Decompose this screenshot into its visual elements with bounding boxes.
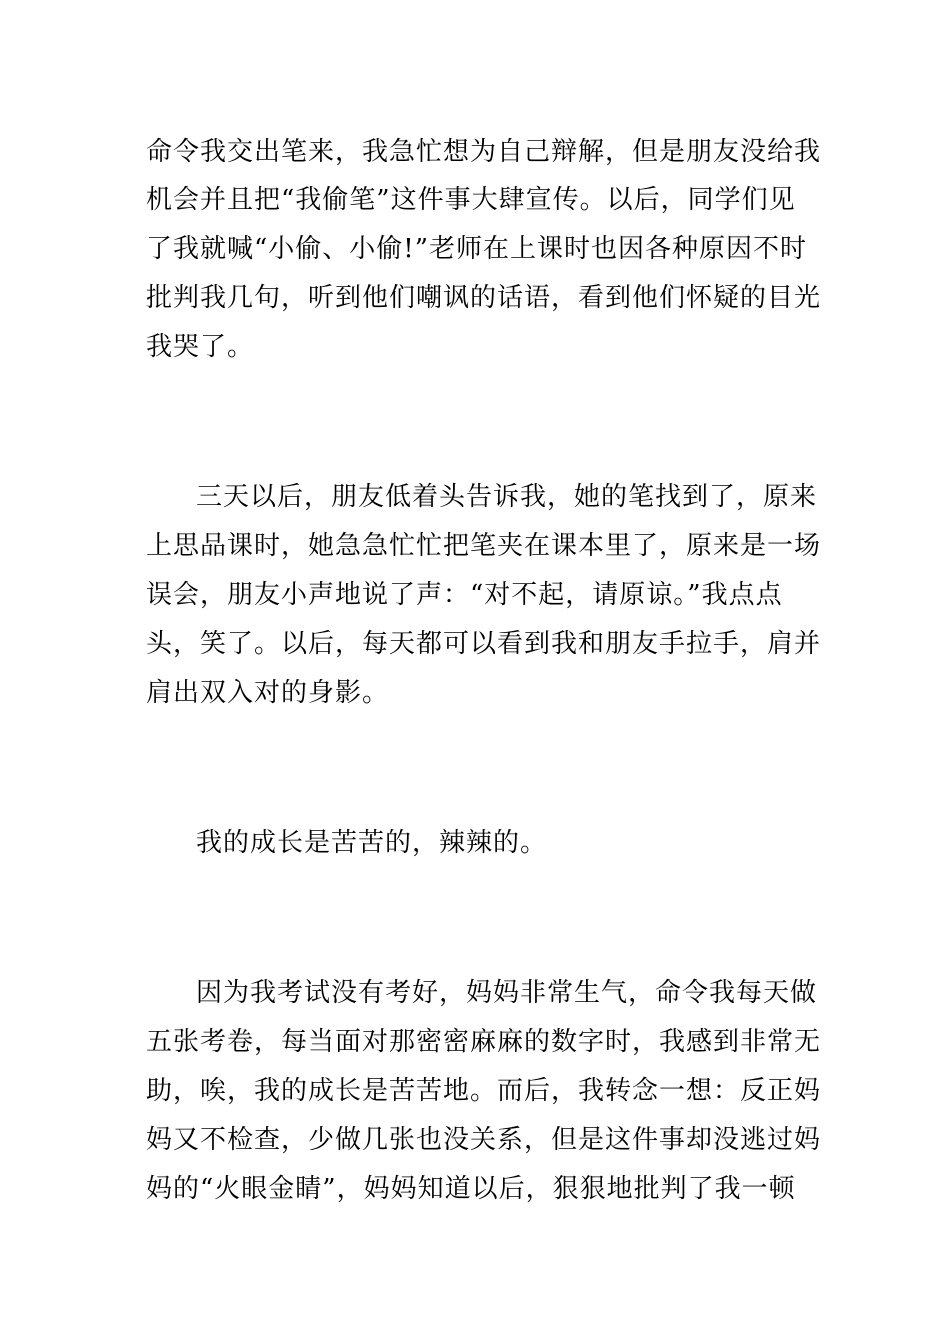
text-line: 妈又不检查，少做几张也没关系，但是这件事却没逃过妈 — [146, 1125, 822, 1155]
text-line: 妈的“火眼金睛”，妈妈知道以后，狠狠地批判了我一顿 — [146, 1174, 796, 1204]
text-line: 我哭了。 — [146, 332, 255, 362]
text-line: 头，笑了。以后，每天都可以看到我和朋友手拉手，肩并 — [146, 629, 822, 659]
text-line: 上思品课时，她急急忙忙把笔夹在课本里了，原来是一场 — [146, 531, 822, 561]
text-line: 我的成长是苦苦的，辣辣的。 — [196, 828, 548, 858]
text-line: 批判我几句，听到他们嘲讽的话语，看到他们怀疑的目光 — [146, 283, 822, 313]
text-line: 肩出双入对的身影。 — [146, 678, 390, 708]
text-line: 了我就喊“小偷、小偷!”老师在上课时也因各种原因不时 — [146, 234, 808, 264]
text-line: 命令我交出笔来，我急忙想为自己辩解，但是朋友没给我 — [146, 137, 822, 167]
text-line: 三天以后，朋友低着头告诉我，她的笔找到了，原来 — [196, 482, 818, 512]
text-line: 助，唉，我的成长是苦苦地。而后，我转念一想：反正妈 — [146, 1076, 822, 1106]
text-line: 机会并且把“我偷笔”这件事大肆宣传。以后，同学们见 — [146, 185, 796, 215]
text-line: 五张考卷，每当面对那密密麻麻的数字时，我感到非常无 — [146, 1027, 822, 1057]
text-line: 误会，朋友小声地说了声：“对不起，请原谅。”我点点 — [146, 580, 783, 610]
text-line: 因为我考试没有考好，妈妈非常生气，命令我每天做 — [196, 978, 818, 1008]
